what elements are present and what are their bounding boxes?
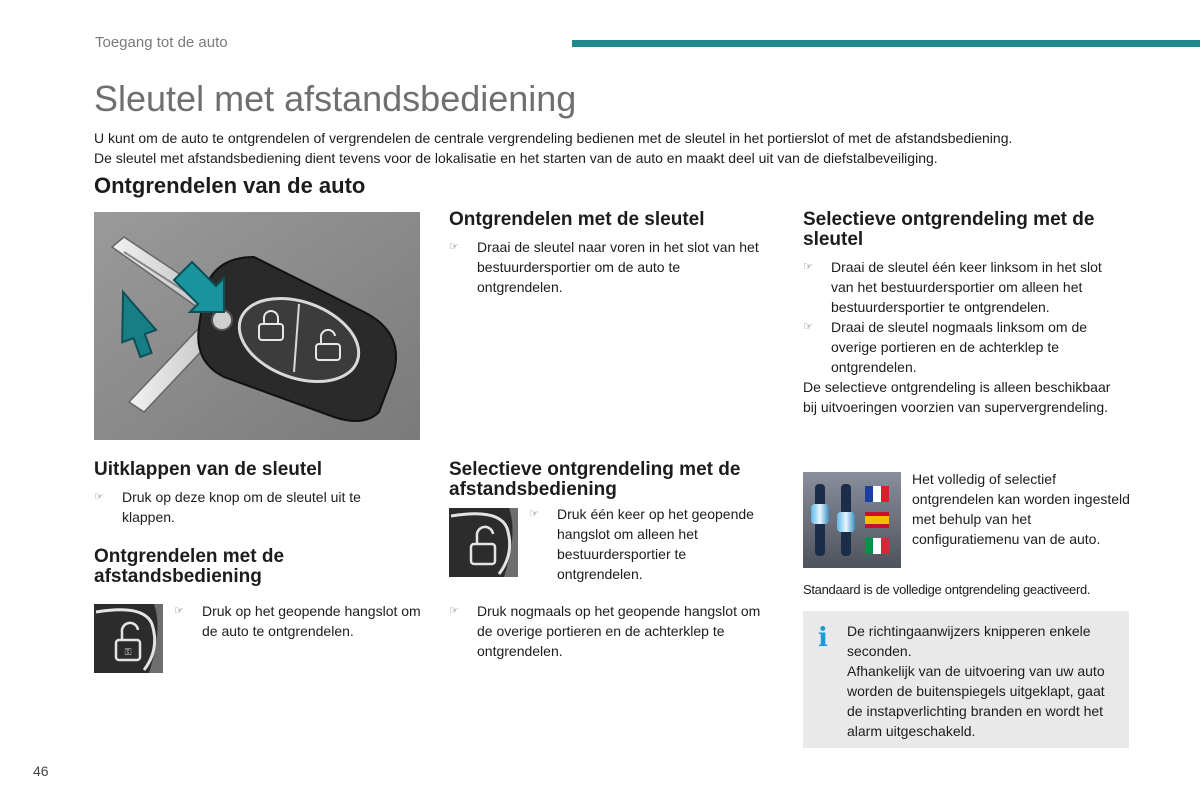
key-fob-drawing <box>94 212 420 440</box>
standard-unlock-note: Standaard is de volledige ontgrendeling geactiveerd. <box>803 582 1091 597</box>
intro-text <box>94 128 1154 168</box>
intro-line-1: U kunt om de auto te ontgrendelen of vergrendelen de centrale vergrendeling bedienen met de sleutel in het portierslot of met de afstandsbediening. <box>94 130 1013 146</box>
bullet-item: ☞ Draai de sleutel één keer linksom in het slot van het bestuurdersportier om alleen het bestuurdersportier te ontgrendelen. <box>803 259 1102 315</box>
bullet-item: ☞ Draai de sleutel naar voren in het slot van het bestuurdersportier om de auto te ontgrendelen. <box>449 239 759 295</box>
config-menu-image <box>803 472 901 568</box>
main-heading: Ontgrendelen van de auto <box>94 173 366 198</box>
unfold-heading: Uitklappen van de sleutel <box>94 459 323 480</box>
pointing-hand-icon: ☞ <box>529 508 539 520</box>
info-icon: i <box>818 623 828 653</box>
info-line-1: De richtingaanwijzers knipperen enkele seconden. <box>847 623 1091 659</box>
bullet-item: ☞ Druk op deze knop om de sleutel uit te klappen. <box>94 489 361 525</box>
flag-spain-icon <box>865 512 889 528</box>
config-menu-text: Het volledig of selectief ontgrendelen kan worden ingesteld met behulp van het configuratiemenu van de auto. <box>912 471 1130 547</box>
pointing-hand-icon: ☞ <box>174 605 184 617</box>
bullet-item: ☞ Draai de sleutel nogmaals linksom om de overige portieren en de achterklep te ontgrendelen. <box>803 319 1088 375</box>
flag-italy-icon <box>865 538 889 554</box>
remote-unlock-heading: Ontgrendelen met de afstandsbediening <box>94 546 285 587</box>
bullet-item: ☞ Druk op het geopende hangslot om de auto te ontgrendelen. <box>174 603 421 639</box>
pointing-hand-icon: ☞ <box>94 491 104 503</box>
selective-key-heading: Selectieve ontgrendeling met de sleutel <box>803 209 1095 250</box>
bullet-item: ☞ Druk één keer op het geopende hangslot om alleen het bestuurdersportier te ontgrendelen. <box>529 506 754 582</box>
selective-key-instructions <box>803 257 1125 417</box>
unfold-instructions <box>94 487 404 527</box>
selective-remote-heading: Selectieve ontgrendeling met de afstandsbediening <box>449 459 741 500</box>
bullet-item: ☞ Druk nogmaals op het geopende hangslot om de overige portieren en de achterklep te ontgrendelen. <box>449 603 761 659</box>
info-text <box>847 621 1123 741</box>
pointing-hand-icon: ☞ <box>449 605 459 617</box>
remote-unlock-instructions <box>174 601 424 641</box>
selective-remote-button-image <box>449 508 518 577</box>
slider-knob <box>811 504 829 524</box>
selective-remote-step-1 <box>529 504 769 584</box>
header-accent-bar <box>572 40 1200 47</box>
pointing-hand-icon: ☞ <box>449 241 459 253</box>
info-line-2: Afhankelijk van de uitvoering van uw auto worden de buitenspiegels uitgeklapt, gaat de instapverlichting branden en wordt het alarm uitgeschakeld. <box>847 663 1105 739</box>
selective-remote-step-2 <box>449 601 771 661</box>
pointing-hand-icon: ☞ <box>803 261 813 273</box>
pointing-hand-icon: ☞ <box>803 321 813 333</box>
remote-unlock-button-image <box>94 604 163 673</box>
selective-key-note: De selectieve ontgrendeling is alleen beschikbaar bij uitvoeringen voorzien van supervergrendeling. <box>803 379 1111 415</box>
flag-france-icon <box>865 486 889 502</box>
slider-knob <box>837 512 855 532</box>
key-unlock-instructions <box>449 237 761 297</box>
info-box <box>803 611 1129 748</box>
intro-line-2: De sleutel met afstandsbediening dient tevens voor de lokalisatie en het starten van de auto en maakt deel uit van de diefstalbeveiliging. <box>94 150 938 166</box>
key-fob-illustration <box>94 212 420 440</box>
svg-text:⚿: ⚿ <box>124 648 132 658</box>
section-label: Toegang tot de auto <box>95 34 228 51</box>
page-title: Sleutel met afstandsbediening <box>94 78 577 119</box>
page-number: 46 <box>33 763 49 779</box>
key-unlock-heading: Ontgrendelen met de sleutel <box>449 209 705 230</box>
